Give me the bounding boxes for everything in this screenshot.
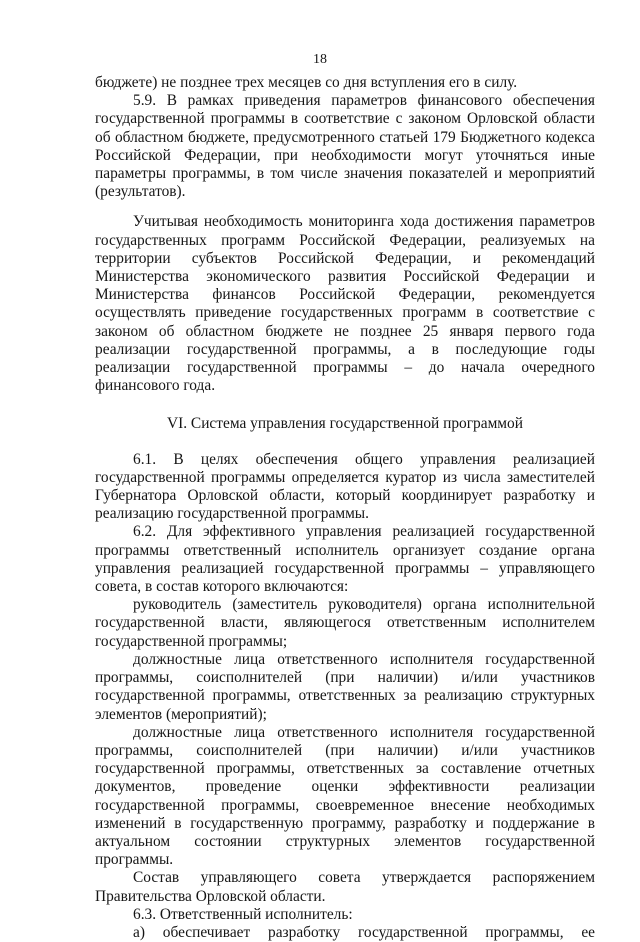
paragraph-council-approval: Состав управляющего совета утверждается распоряжением Правительства Орловской области. (95, 869, 595, 905)
document-body (95, 74, 595, 942)
section-heading: VI. Система управления государственной программой (167, 415, 523, 433)
paragraph-5-9: 5.9. В рамках приведения параметров финансового обеспечения государственной программы в соответствие с законом Орловской области об областном бюджете, предусмотренного статьей 179 Бюджетного кодекса Российской Федерации, при необходимости могут уточняться иные параметры программы, в том числе значения показателей и мероприятий (результатов). (95, 92, 595, 201)
paragraph-6-2: 6.2. Для эффективного управления реализацией государственной программы ответственный исполнитель организует создание органа управления реализацией государственной программы – управляющего совета, в состав которого включаются: (95, 523, 595, 596)
paragraph-6-3-a: а) обеспечивает разработку государственной программы, ее (133, 923, 595, 941)
list-item-officials-structural: должностные лица ответственного исполнителя государственной программы, соисполнителей (при наличии) и/или участников государственной программы, ответственных за реализацию структурных элементов (мероприятий); (95, 650, 595, 723)
paragraph-monitoring: Учитывая необходимость мониторинга хода достижения параметров государственных программ Российской Федерации, реализуемых на территории субъектов Российской Федерации, и рекомендаций Министерства экономического развития Российской Федерации и Министерства финансов Российской Федерации, рекомендуется осуществлять приведение государственных программ в соответствие с законом об областном бюджете не позднее 25 января первого года реализации государственной программы, а в последующие годы реализации государственной программы – до начала очередного финансового года. (95, 213, 595, 395)
list-item-head: руководитель (заместитель руководителя) органа исполнительной государственной власти, являющегося ответственным исполнителем государственной программы; (95, 596, 595, 650)
page-number: 18 (313, 52, 327, 67)
list-item-officials-reporting: должностные лица ответственного исполнителя государственной программы, соисполнителей (при наличии) и/или участников государственной программы, ответственных за составление отчетных документов, проведение оценки эффективности реализации государственной программы, своевременное внесение необходимых изменений в государственную программу, разработку и поддержание в актуальном состоянии структурных элементов государственной программы. (95, 723, 595, 869)
paragraph-6-1: 6.1. В целях обеспечения общего управления реализацией государственной программы определяется куратор из числа заместителей Губернатора Орловской области, который координирует разработку и реализацию государственной программы. (95, 450, 595, 523)
paragraph-6-3: 6.3. Ответственный исполнитель: (133, 905, 353, 923)
paragraph-continuation: бюджете) не позднее трех месяцев со дня вступления его в силу. (95, 74, 518, 91)
